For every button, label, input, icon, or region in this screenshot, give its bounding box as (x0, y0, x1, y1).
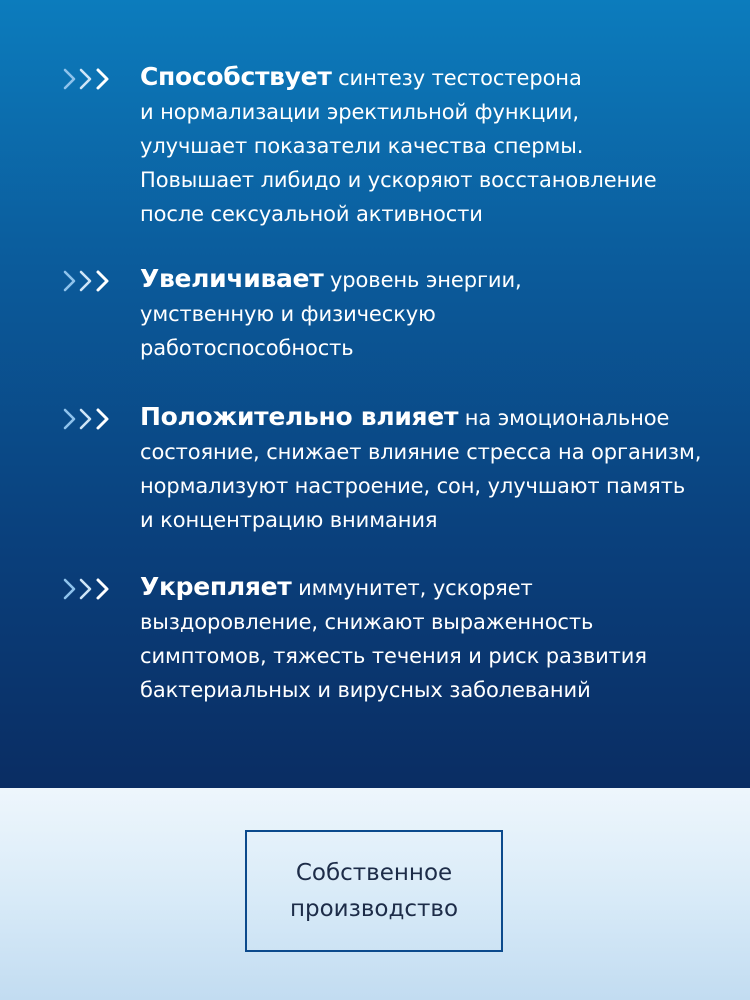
chevrons-right-icon (62, 268, 122, 294)
feature-item (0, 400, 750, 570)
feature-highlight: Положительно влияет (140, 402, 459, 431)
feature-item (0, 570, 750, 738)
feature-line: улучшает показатели качества спермы. (140, 134, 584, 158)
feature-highlight: Укрепляет (140, 572, 292, 601)
chevrons-right-icon (62, 406, 122, 432)
chevrons-right-icon (62, 66, 122, 92)
badge-line: Собственное (295, 860, 453, 886)
feature-text (140, 570, 720, 707)
feature-line: Повышает либидо и ускоряют восстановление (140, 168, 657, 192)
chevrons-right-icon (62, 576, 122, 602)
feature-highlight: Увеличивает (140, 264, 324, 293)
feature-line: и нормализации эректильной функции, (140, 100, 579, 124)
feature-line: иммунитет, ускоряет (298, 576, 533, 600)
feature-line: нормализуют настроение, сон, улучшают память (140, 474, 686, 498)
own-production-badge (245, 830, 503, 952)
feature-line: бактериальных и вирусных заболеваний (140, 678, 591, 702)
badge-line: производство (289, 896, 459, 922)
feature-line: состояние, снижает влияние стресса на организм, (140, 440, 702, 464)
feature-line: симптомов, тяжесть течения и риск развития (140, 644, 647, 668)
feature-line: выздоровление, снижают выраженность (140, 610, 594, 634)
feature-text (140, 400, 720, 537)
feature-line: умственную и физическую (140, 302, 436, 326)
feature-text (140, 262, 720, 365)
feature-line: уровень энергии, (329, 268, 522, 292)
feature-line: работоспособность (140, 336, 354, 360)
feature-line: синтезу тестостерона (338, 66, 582, 90)
feature-line: и концентрацию внимания (140, 508, 438, 532)
feature-item (0, 60, 750, 262)
feature-item (0, 262, 750, 400)
feature-line: на эмоциональное (464, 406, 670, 430)
feature-highlight: Способствует (140, 62, 332, 91)
feature-text (140, 60, 720, 231)
feature-line: после сексуальной активности (140, 202, 483, 226)
features-list (0, 60, 750, 738)
